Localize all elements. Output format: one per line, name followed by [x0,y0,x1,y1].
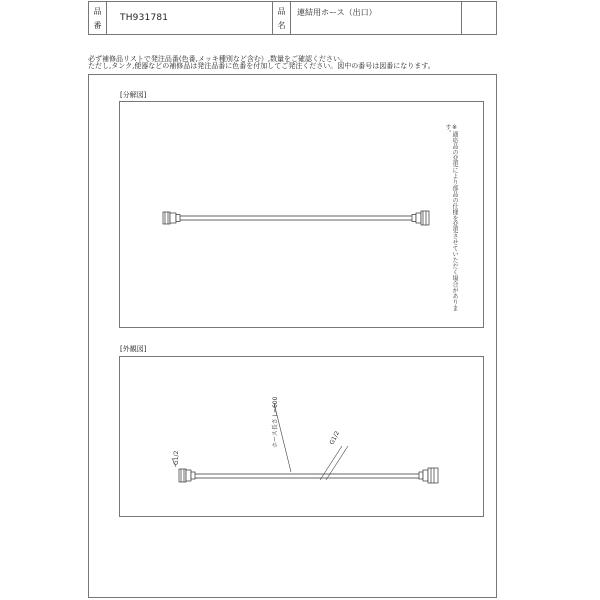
hinmei-label-bottom: 名 [277,21,286,30]
hinmei-label-top: 品 [277,7,286,16]
hinban-label-top: 品 [93,7,102,16]
dim-length-label: ホース長さ L=600 [272,396,279,448]
external-left-nut [179,469,195,482]
dim-right-label: G1/2 [328,429,342,446]
exploded-left-nut [163,212,180,224]
part-number: TH931781 [120,13,169,23]
exploded-hose [180,216,412,220]
exploded-view-label: [分解図] [120,91,147,99]
exploded-vertical-note: ※適応品の変更により部品の仕様を変更させていただく場合があります。 [444,124,458,311]
hinban-label-bottom: 番 [93,21,102,30]
external-hose [194,474,420,478]
note-line-1: 必ず補修品リストで発注品番(色番,メッキ種別など含む）,数量をご確認ください。 [88,55,348,63]
exploded-right-nut [412,211,429,225]
dim-left-label: G1/2 [173,450,180,465]
leader-lines [172,403,348,480]
part-name: 連結用ホース（出口） [297,8,377,17]
external-right-nut [419,468,438,483]
note-line-2: ただし,タンク,便器などの補修品は発注品番に色番を付加してご発注ください。図中の番号は図番になります。 [88,62,435,70]
external-view-label: [外観図] [120,345,147,353]
